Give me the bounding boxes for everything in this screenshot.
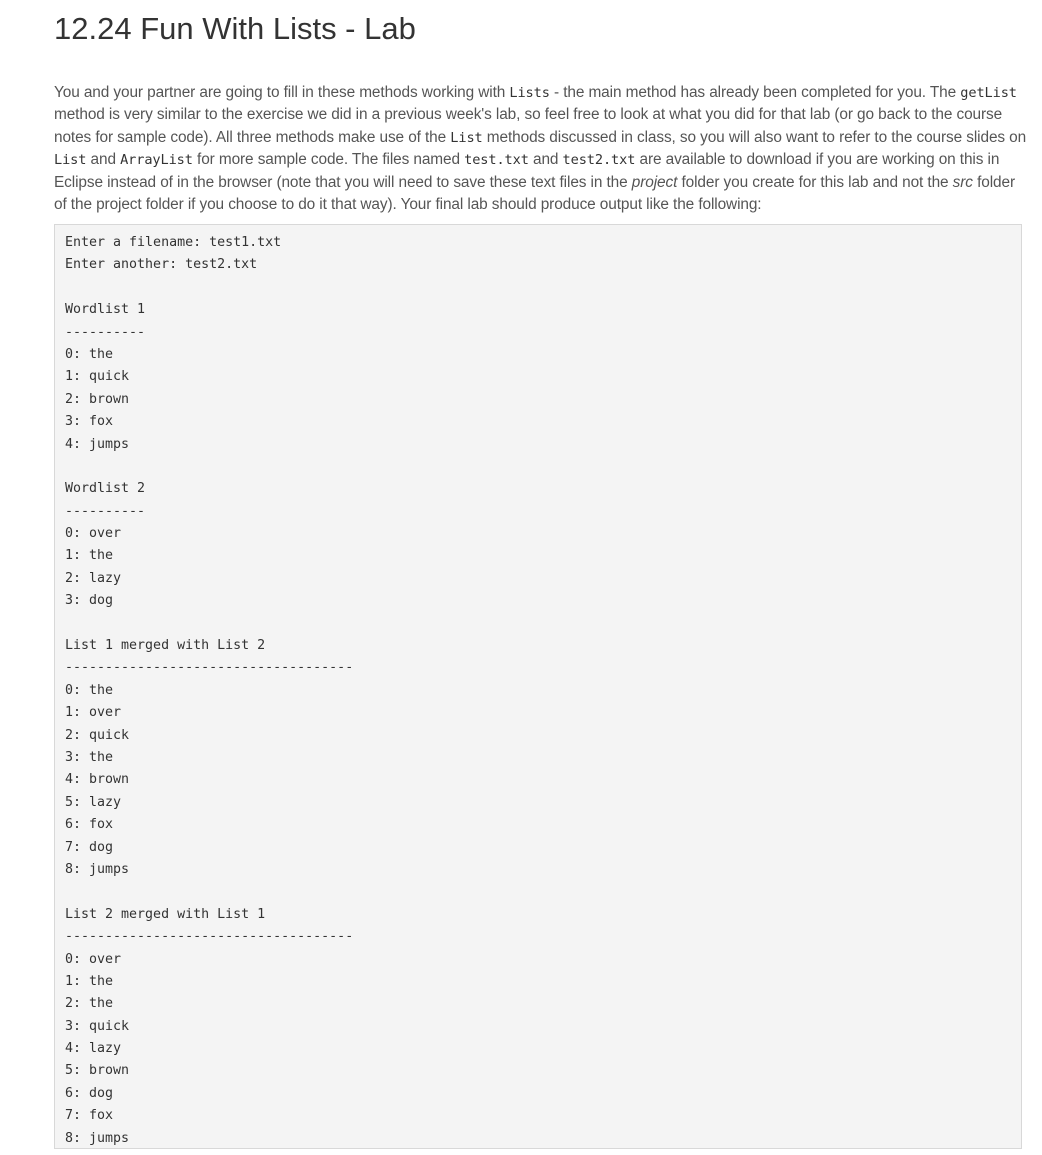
code-getlist: getList xyxy=(960,85,1017,101)
output-line: ------------------------------------ xyxy=(65,660,354,676)
desc-text: folder of the project folder if you choose to do it that way). Your final lab should produce output like the following: xyxy=(54,173,1015,214)
code-list: List xyxy=(450,129,483,146)
desc-text: for more sample code. The files named xyxy=(192,151,465,169)
sample-output-block xyxy=(54,224,1022,1149)
page-title: 12.24 Fun With Lists - Lab xyxy=(54,11,416,46)
emphasis-src: src xyxy=(952,173,973,191)
output-line: Wordlist 2 xyxy=(65,481,146,497)
output-line: 2: lazy xyxy=(65,570,122,586)
output-line: 5: brown xyxy=(65,1063,130,1079)
output-line: 0: over xyxy=(65,951,122,967)
output-line: 4: lazy xyxy=(65,1041,122,1057)
output-line xyxy=(65,277,1011,299)
output-line: 3: the xyxy=(65,749,114,765)
output-line: 2: the xyxy=(65,996,114,1012)
desc-text: folder you create for this lab and not the xyxy=(677,173,953,191)
emphasis-project: project xyxy=(631,173,678,191)
code-list: List xyxy=(54,152,87,169)
output-line: 6: dog xyxy=(65,1085,114,1101)
desc-text: methods discussed in class, so you will also want to refer to the course slides on xyxy=(482,128,1027,146)
output-line: ---------- xyxy=(65,503,146,519)
output-line: 1: over xyxy=(65,705,122,721)
code-test-txt: test.txt xyxy=(464,152,529,169)
code-lists: Lists xyxy=(509,85,550,101)
output-line: 7: dog xyxy=(65,839,114,855)
output-line: 7: fox xyxy=(65,1108,114,1124)
output-line: List 1 merged with List 2 xyxy=(65,638,266,654)
desc-text: - the main method has already been completed for you. The xyxy=(549,84,961,101)
output-line: 8: jumps xyxy=(65,861,130,877)
lab-page xyxy=(54,0,1027,1146)
code-test2-txt: test2.txt xyxy=(562,152,636,169)
output-line: 3: fox xyxy=(65,414,114,430)
output-line: 1: the xyxy=(65,548,114,564)
lab-description xyxy=(54,82,1029,216)
desc-text: You and your partner are going to fill in these methods working with xyxy=(54,84,510,101)
output-line: 1: quick xyxy=(65,369,130,385)
output-line: 0: over xyxy=(65,526,122,542)
desc-text: are available to download if you are working on this in Eclipse instead of in the browser (note that you will need to save these text files in the xyxy=(54,151,1000,191)
output-line: 2: brown xyxy=(65,391,130,407)
output-line xyxy=(65,613,1011,635)
desc-text: method is very similar to the exercise we did in a previous week's lab, so feel free to look at what you did for that lab (or go back to the course notes for sample code). All three methods make use of the xyxy=(54,106,1003,146)
output-line: 5: lazy xyxy=(65,794,122,810)
output-line: 1: the xyxy=(65,973,114,989)
output-line: Wordlist 1 xyxy=(65,302,146,318)
code-arraylist: ArrayList xyxy=(120,152,193,169)
output-line: 2: quick xyxy=(65,727,130,743)
output-line: 3: dog xyxy=(65,593,114,609)
output-line: 6: fox xyxy=(65,817,114,833)
output-line xyxy=(65,881,1011,903)
output-line xyxy=(65,456,1011,478)
output-line: 0: the xyxy=(65,346,114,362)
output-line: ---------- xyxy=(65,324,146,340)
output-line: 4: jumps xyxy=(65,436,130,452)
output-line: 0: the xyxy=(65,682,114,698)
output-line: ------------------------------------ xyxy=(65,929,354,945)
desc-text: and xyxy=(528,151,563,169)
output-line: Enter another: test2.txt xyxy=(65,257,258,273)
output-line: List 2 merged with List 1 xyxy=(65,906,266,922)
output-line: 4: brown xyxy=(65,772,130,788)
output-line: Enter a filename: test1.txt xyxy=(65,235,282,250)
output-line: 3: quick xyxy=(65,1018,130,1034)
output-line: 8: jumps xyxy=(65,1130,130,1146)
desc-text: and xyxy=(86,151,121,169)
